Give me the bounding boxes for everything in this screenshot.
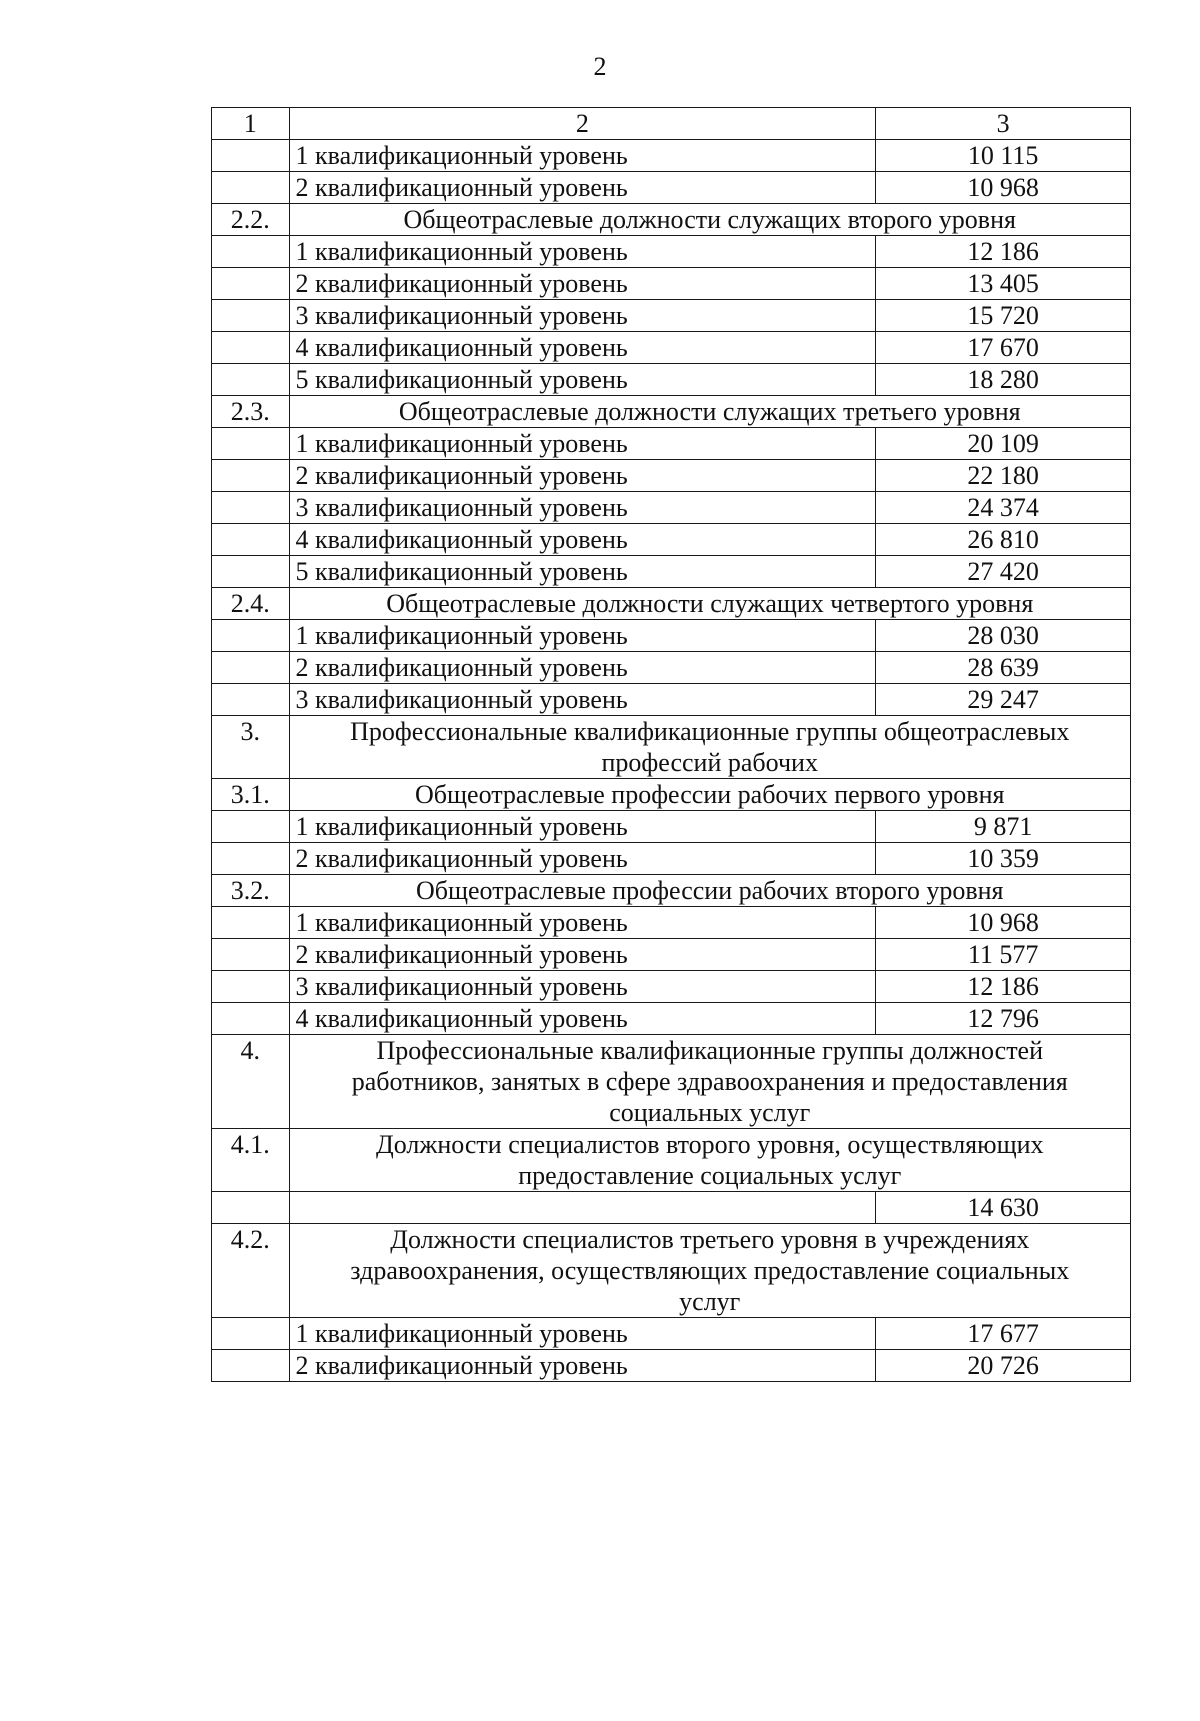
table-row (212, 300, 1131, 332)
empty-number-cell (212, 939, 290, 971)
section-title-line: Общеотраслевые профессии рабочих второго уровня (415, 876, 1004, 905)
section-title-line: Общеотраслевые профессии рабочих первого уровня (415, 780, 1005, 809)
section-row (212, 1129, 1131, 1192)
level-cell (289, 1192, 876, 1224)
empty-number-cell (212, 236, 290, 268)
section-title-line: Профессиональные квалификационные группы общеотраслевых (350, 717, 1070, 746)
empty-number-cell (212, 364, 290, 396)
table-row (212, 811, 1131, 843)
level-cell: 2 квалификационный уровень (289, 172, 876, 204)
empty-number-cell (212, 556, 290, 588)
amount-cell: 28 030 (876, 620, 1131, 652)
amount-cell: 27 420 (876, 556, 1131, 588)
level-cell: 1 квалификационный уровень (289, 140, 876, 172)
amount-cell: 10 968 (876, 172, 1131, 204)
table-header-row (212, 108, 1131, 140)
table-body (212, 108, 1131, 1382)
table-row (212, 684, 1131, 716)
section-number: 2.3. (212, 396, 290, 428)
empty-number-cell (212, 843, 290, 875)
table-row (212, 620, 1131, 652)
empty-number-cell (212, 1192, 290, 1224)
empty-number-cell (212, 428, 290, 460)
empty-number-cell (212, 684, 290, 716)
amount-cell: 14 630 (876, 1192, 1131, 1224)
amount-cell: 29 247 (876, 684, 1131, 716)
level-cell: 2 квалификационный уровень (289, 939, 876, 971)
table-row (212, 1318, 1131, 1350)
level-cell: 3 квалификационный уровень (289, 971, 876, 1003)
section-title-line: профессий рабочих (601, 748, 818, 777)
section-row (212, 396, 1131, 428)
level-cell: 2 квалификационный уровень (289, 268, 876, 300)
level-cell: 2 квалификационный уровень (289, 652, 876, 684)
amount-cell: 20 109 (876, 428, 1131, 460)
amount-cell: 10 115 (876, 140, 1131, 172)
section-title-line: работников, занятых в сфере здравоохранения и предоставления (351, 1067, 1068, 1096)
section-number: 2.4. (212, 588, 290, 620)
amount-cell: 12 186 (876, 971, 1131, 1003)
section-title-line: Общеотраслевые должности служащих четвертого уровня (386, 589, 1034, 618)
section-title (289, 396, 1131, 428)
amount-cell: 28 639 (876, 652, 1131, 684)
empty-number-cell (212, 300, 290, 332)
table-row (212, 939, 1131, 971)
section-title (289, 204, 1131, 236)
section-number: 2.2. (212, 204, 290, 236)
section-title-line: Общеотраслевые должности служащих второго уровня (403, 205, 1016, 234)
amount-cell: 17 677 (876, 1318, 1131, 1350)
table-row (212, 268, 1131, 300)
empty-number-cell (212, 492, 290, 524)
table-row (212, 1003, 1131, 1035)
level-cell: 5 квалификационный уровень (289, 364, 876, 396)
empty-number-cell (212, 652, 290, 684)
level-cell: 3 квалификационный уровень (289, 684, 876, 716)
section-row (212, 1224, 1131, 1318)
empty-number-cell (212, 268, 290, 300)
empty-number-cell (212, 1003, 290, 1035)
level-cell: 4 квалификационный уровень (289, 332, 876, 364)
section-title-line: Общеотраслевые должности служащих третьего уровня (398, 397, 1021, 426)
amount-cell: 20 726 (876, 1350, 1131, 1382)
table-row (212, 460, 1131, 492)
empty-number-cell (212, 811, 290, 843)
empty-number-cell (212, 140, 290, 172)
amount-cell: 22 180 (876, 460, 1131, 492)
section-number: 3.1. (212, 779, 290, 811)
section-row (212, 204, 1131, 236)
empty-number-cell (212, 1350, 290, 1382)
level-cell: 1 квалификационный уровень (289, 620, 876, 652)
section-number: 4. (212, 1035, 290, 1129)
empty-number-cell (212, 620, 290, 652)
section-title (289, 779, 1131, 811)
table-row (212, 1192, 1131, 1224)
empty-number-cell (212, 1318, 290, 1350)
table-row (212, 332, 1131, 364)
section-title-line: Профессиональные квалификационные группы должностей (376, 1036, 1044, 1065)
table-row (212, 524, 1131, 556)
level-cell: 3 квалификационный уровень (289, 492, 876, 524)
column-header: 3 (876, 108, 1131, 140)
empty-number-cell (212, 332, 290, 364)
section-title (289, 1224, 1131, 1318)
table-row (212, 140, 1131, 172)
empty-number-cell (212, 460, 290, 492)
table-row (212, 1350, 1131, 1382)
table-row (212, 364, 1131, 396)
level-cell: 1 квалификационный уровень (289, 236, 876, 268)
table-row (212, 428, 1131, 460)
section-number: 4.2. (212, 1224, 290, 1318)
table-row (212, 556, 1131, 588)
level-cell: 2 квалификационный уровень (289, 843, 876, 875)
section-row (212, 779, 1131, 811)
section-title-line: предоставление социальных услуг (518, 1161, 902, 1190)
level-cell: 4 квалификационный уровень (289, 524, 876, 556)
section-row (212, 588, 1131, 620)
salary-table (211, 107, 1131, 1382)
amount-cell: 12 796 (876, 1003, 1131, 1035)
section-row (212, 875, 1131, 907)
section-title (289, 1129, 1131, 1192)
table-row (212, 652, 1131, 684)
empty-number-cell (212, 172, 290, 204)
empty-number-cell (212, 907, 290, 939)
amount-cell: 26 810 (876, 524, 1131, 556)
section-title (289, 875, 1131, 907)
amount-cell: 24 374 (876, 492, 1131, 524)
section-row (212, 1035, 1131, 1129)
table-row (212, 236, 1131, 268)
amount-cell: 15 720 (876, 300, 1131, 332)
table-row (212, 492, 1131, 524)
section-title (289, 716, 1131, 779)
section-title-line: Должности специалистов второго уровня, осуществляющих (375, 1130, 1044, 1159)
level-cell: 2 квалификационный уровень (289, 1350, 876, 1382)
amount-cell: 10 968 (876, 907, 1131, 939)
column-header: 1 (212, 108, 290, 140)
section-number: 3.2. (212, 875, 290, 907)
amount-cell: 12 186 (876, 236, 1131, 268)
amount-cell: 11 577 (876, 939, 1131, 971)
empty-number-cell (212, 524, 290, 556)
table-row (212, 907, 1131, 939)
page-number: 2 (593, 52, 607, 81)
column-header: 2 (289, 108, 876, 140)
table-row (212, 843, 1131, 875)
level-cell: 5 квалификационный уровень (289, 556, 876, 588)
amount-cell: 17 670 (876, 332, 1131, 364)
level-cell: 4 квалификационный уровень (289, 1003, 876, 1035)
section-title-line: здравоохранения, осуществляющих предоставление социальных (350, 1256, 1070, 1285)
section-title-line: социальных услуг (609, 1098, 811, 1127)
section-row (212, 716, 1131, 779)
section-title (289, 588, 1131, 620)
section-title (289, 1035, 1131, 1129)
amount-cell: 10 359 (876, 843, 1131, 875)
level-cell: 3 квалификационный уровень (289, 300, 876, 332)
level-cell: 1 квалификационный уровень (289, 907, 876, 939)
amount-cell: 9 871 (876, 811, 1131, 843)
section-title-line: Должности специалистов третьего уровня в учреждениях (390, 1225, 1030, 1254)
table-row (212, 172, 1131, 204)
table-row (212, 971, 1131, 1003)
level-cell: 1 квалификационный уровень (289, 428, 876, 460)
level-cell: 1 квалификационный уровень (289, 1318, 876, 1350)
level-cell: 1 квалификационный уровень (289, 811, 876, 843)
empty-number-cell (212, 971, 290, 1003)
section-number: 4.1. (212, 1129, 290, 1192)
section-title-line: услуг (679, 1287, 741, 1316)
section-number: 3. (212, 716, 290, 779)
level-cell: 2 квалификационный уровень (289, 460, 876, 492)
amount-cell: 13 405 (876, 268, 1131, 300)
amount-cell: 18 280 (876, 364, 1131, 396)
